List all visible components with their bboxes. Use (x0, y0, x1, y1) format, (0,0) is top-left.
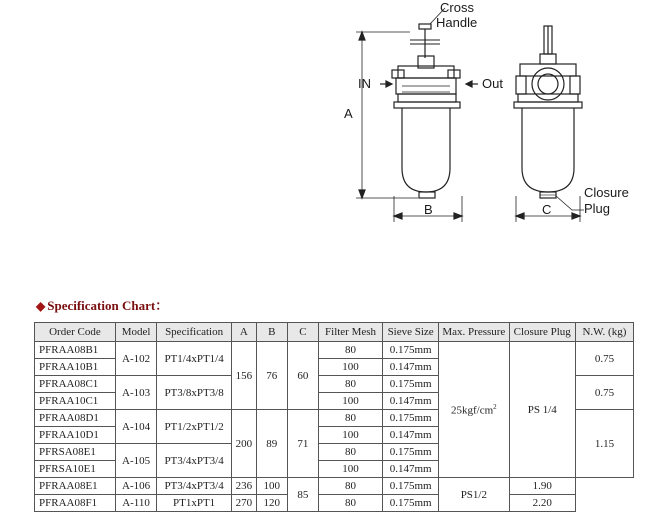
order-code: PFRAA08C1 (35, 376, 116, 393)
spec-table (34, 322, 634, 512)
sieve-size: 0.147mm (383, 393, 439, 410)
filter-mesh: 80 (318, 342, 382, 359)
sieve-size: 0.175mm (383, 444, 439, 461)
model: A-106 (115, 478, 156, 495)
model: A-110 (115, 495, 156, 512)
header-specification: Specification (157, 323, 232, 342)
order-code: PFRAA08E1 (35, 478, 116, 495)
order-code: PFRAA10C1 (35, 393, 116, 410)
dim-a: 236 (231, 478, 256, 495)
order-code: PFRAA08B1 (35, 342, 116, 359)
filter-mesh: 80 (318, 444, 382, 461)
dim-b: 89 (256, 410, 287, 478)
order-code: PFRSA10E1 (35, 461, 116, 478)
filter-mesh: 100 (318, 393, 382, 410)
sieve-size: 0.175mm (383, 376, 439, 393)
header-b: B (256, 323, 287, 342)
specification: PT1/2xPT1/2 (157, 410, 232, 444)
model: A-103 (115, 376, 156, 410)
cross-handle (419, 24, 431, 29)
sieve-size: 0.175mm (383, 410, 439, 427)
dim-c: 60 (287, 342, 318, 410)
filter-mesh: 80 (318, 410, 382, 427)
sieve-size: 0.147mm (383, 427, 439, 444)
sieve-size: 0.147mm (383, 461, 439, 478)
specification: PT1xPT1 (157, 495, 232, 512)
order-code: PFRAA10D1 (35, 427, 116, 444)
filter-mesh: 100 (318, 427, 382, 444)
dim-b: 76 (256, 342, 287, 410)
header-sieve-size: Sieve Size (383, 323, 439, 342)
closure-label: Closure (584, 185, 629, 200)
order-code: PFRAA10B1 (35, 359, 116, 376)
sieve-size: 0.175mm (383, 478, 439, 495)
specification: PT1/4xPT1/4 (157, 342, 232, 376)
dim-c: 71 (287, 410, 318, 478)
dim-c: 85 (287, 478, 318, 512)
header-closure-plug: Closure Plug (509, 323, 575, 342)
sieve-size: 0.147mm (383, 359, 439, 376)
net-weight: 1.90 (509, 478, 575, 495)
header-filter-mesh: Filter Mesh (318, 323, 382, 342)
filter-mesh: 100 (318, 359, 382, 376)
net-weight: 0.75 (575, 376, 633, 410)
closure-plug: PS1/2 (439, 478, 509, 512)
order-code: PFRSA08E1 (35, 444, 116, 461)
sieve-size: 0.175mm (383, 342, 439, 359)
dim-a: 270 (231, 495, 256, 512)
sieve-size: 0.175mm (383, 495, 439, 512)
plug-label: Plug (584, 201, 611, 216)
header-order-code: Order Code (35, 323, 116, 342)
dim-b: 120 (256, 495, 287, 512)
out-label: Out (482, 76, 503, 91)
dim-a: 200 (231, 410, 256, 478)
header-a: A (231, 323, 256, 342)
header-c: C (287, 323, 318, 342)
model: A-104 (115, 410, 156, 444)
table-header-row (35, 323, 634, 342)
max-pressure: $25kgf/cm^2$ (439, 342, 509, 478)
model: A-105 (115, 444, 156, 478)
spec-chart-title: ◆ Specification Chart： (36, 298, 169, 313)
dimension-b-label: B (424, 202, 433, 217)
dim-b: 100 (256, 478, 287, 495)
in-label: IN (358, 76, 371, 91)
filter-mesh: 100 (318, 461, 382, 478)
dim-a: 156 (231, 342, 256, 410)
order-code: PFRAA08F1 (35, 495, 116, 512)
cross-label: Cross (440, 0, 474, 15)
specification: PT3/4xPT3/4 (157, 478, 232, 495)
table-row (35, 495, 634, 512)
net-weight: 2.20 (509, 495, 575, 512)
specification: PT3/4xPT3/4 (157, 444, 232, 478)
diamond-icon: ◆ (36, 299, 46, 313)
table-row (35, 342, 634, 359)
handle-label: Handle (436, 15, 478, 30)
header-nw: N.W. (kg) (575, 323, 633, 342)
filter-mesh: 80 (318, 376, 382, 393)
header-model: Model (115, 323, 156, 342)
net-weight: 0.75 (575, 342, 633, 376)
closure-plug: PS 1/4 (509, 342, 575, 478)
table-row (35, 478, 634, 495)
filter-mesh: 80 (318, 478, 382, 495)
filter-mesh: 80 (318, 495, 382, 512)
model: A-102 (115, 342, 156, 376)
dimension-c-label: C (542, 202, 552, 217)
header-max-pressure: Max. Pressure (439, 323, 509, 342)
order-code: PFRAA08D1 (35, 410, 116, 427)
specification: PT3/8xPT3/8 (157, 376, 232, 410)
net-weight: 1.15 (575, 410, 633, 478)
dimension-a-label: A (344, 106, 353, 121)
